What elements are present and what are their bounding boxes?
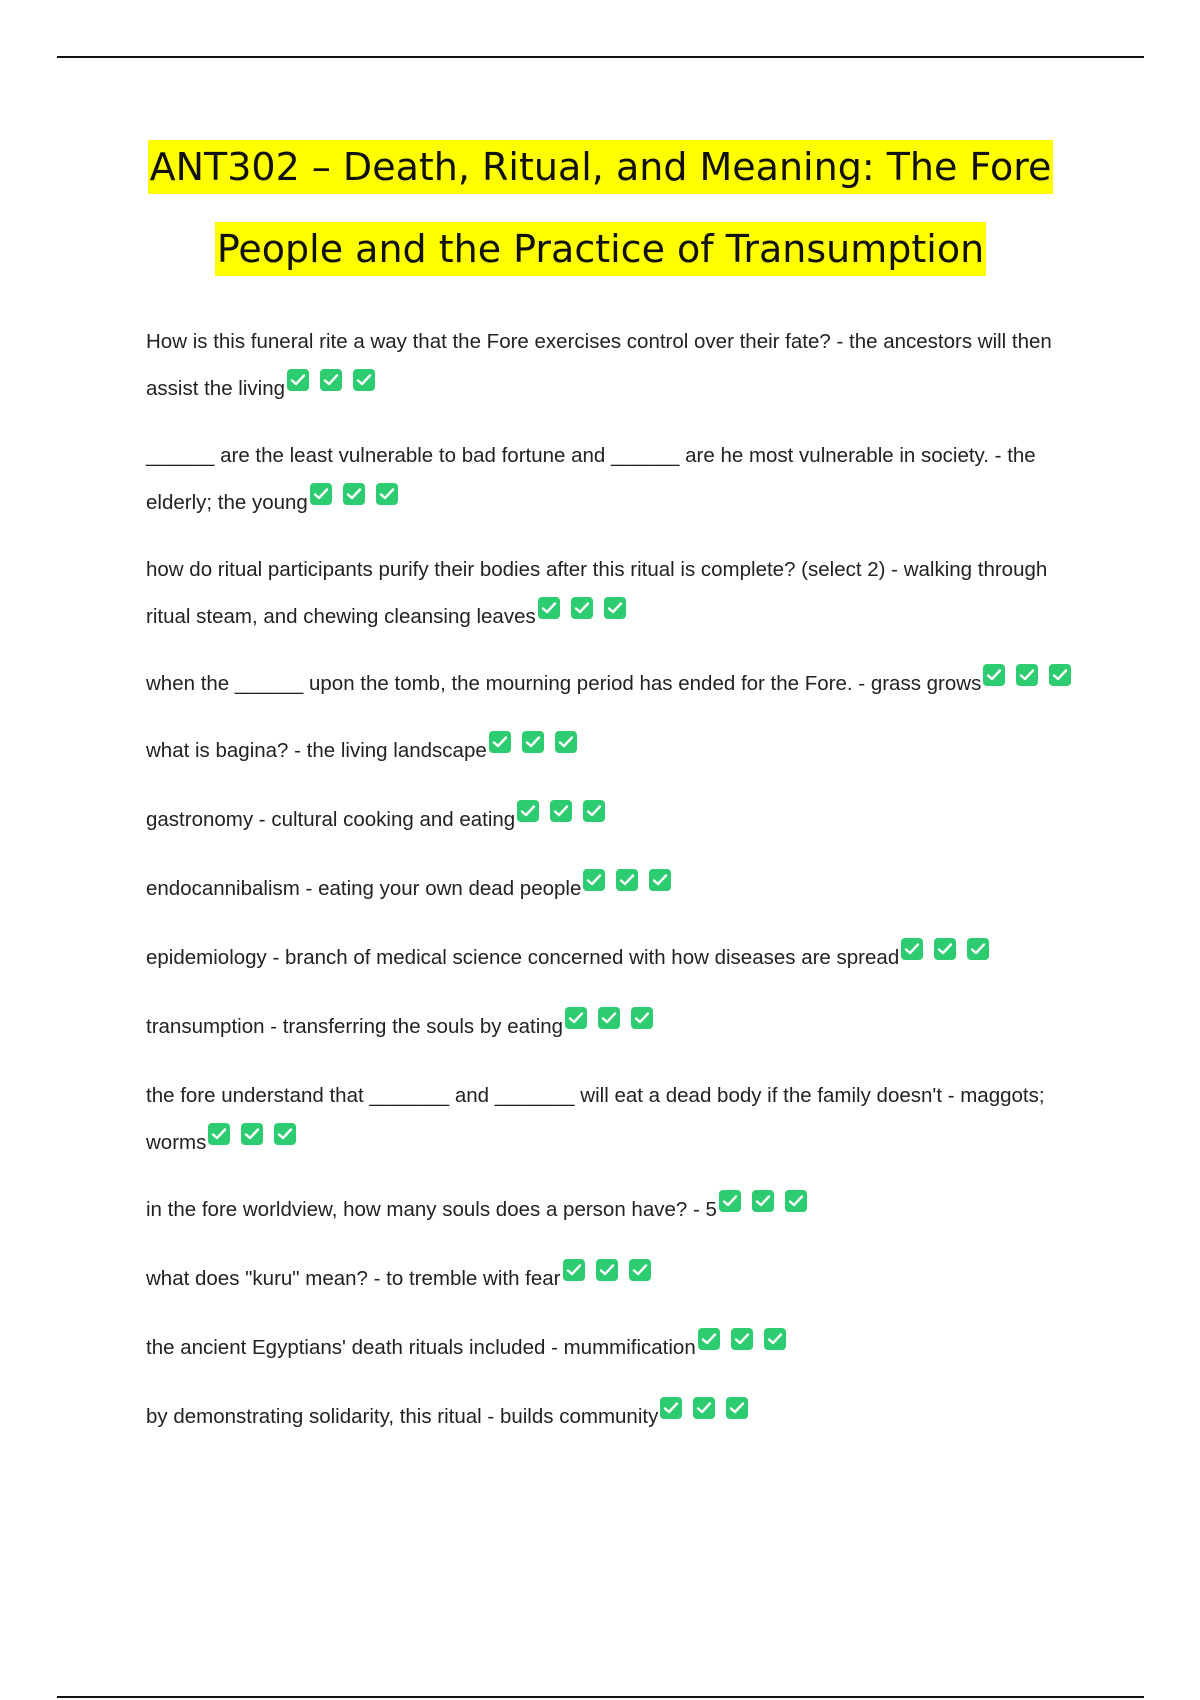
check-box-icon [698, 1328, 720, 1350]
qa-text: endocannibalism - eating your own dead people [146, 877, 582, 900]
check-box-icon [538, 597, 560, 619]
check-group [983, 664, 1082, 711]
qa-item [146, 1255, 1086, 1306]
check-group [310, 483, 409, 530]
check-group [583, 869, 682, 916]
check-box-icon [376, 483, 398, 505]
qa-item [146, 432, 1086, 530]
check-box-icon [208, 1123, 230, 1145]
check-box-icon [983, 664, 1005, 686]
check-box-icon [583, 800, 605, 822]
check-group [538, 597, 637, 644]
qa-item [146, 1324, 1086, 1375]
check-box-icon [598, 1007, 620, 1029]
qa-text: by demonstrating solidarity, this ritual - builds community [146, 1405, 659, 1428]
check-box-icon [901, 938, 923, 960]
check-group [901, 938, 1000, 985]
check-box-icon [517, 800, 539, 822]
check-box-icon [693, 1397, 715, 1419]
check-box-icon [571, 597, 593, 619]
check-box-icon [583, 869, 605, 891]
qa-text: ______ are the least vulnerable to bad fortune and ______ are he most vulnerable in society. - the elderly; the young [146, 444, 1036, 514]
title-line-2: People and the Practice of Transumption [215, 222, 986, 276]
qa-text: how do ritual participants purify their bodies after this ritual is complete? (select 2) - walking through ritual steam, and chewing cleansing leaves [146, 558, 1048, 628]
check-group [208, 1123, 307, 1170]
check-box-icon [274, 1123, 296, 1145]
qa-item [146, 660, 1086, 711]
check-box-icon [604, 597, 626, 619]
check-box-icon [287, 369, 309, 391]
check-box-icon [629, 1259, 651, 1281]
check-group [563, 1259, 662, 1306]
check-box-icon [353, 369, 375, 391]
check-box-icon [343, 483, 365, 505]
check-box-icon [1049, 664, 1071, 686]
qa-text: How is this funeral rite a way that the Fore exercises control over their fate? - the ancestors will then assist the living [146, 330, 1052, 400]
check-group [719, 1190, 818, 1237]
check-group [565, 1007, 664, 1054]
check-box-icon [241, 1123, 263, 1145]
qa-item [146, 546, 1086, 644]
qa-text: transumption - transferring the souls by eating [146, 1015, 564, 1038]
qa-text: the fore understand that _______ and _______ will eat a dead body if the family doesn't - maggots; worms [146, 1084, 1045, 1154]
check-box-icon [719, 1190, 741, 1212]
check-box-icon [631, 1007, 653, 1029]
check-box-icon [649, 869, 671, 891]
qa-item [146, 727, 1086, 778]
title-line-1: ANT302 – Death, Ritual, and Meaning: The Fore [148, 140, 1054, 194]
check-box-icon [785, 1190, 807, 1212]
qa-item [146, 1186, 1086, 1237]
qa-text: when the ______ upon the tomb, the mourning period has ended for the Fore. - grass grows [146, 672, 982, 695]
check-box-icon [1016, 664, 1038, 686]
check-box-icon [489, 731, 511, 753]
qa-text: gastronomy - cultural cooking and eating [146, 808, 516, 831]
check-box-icon [563, 1259, 585, 1281]
document-title [57, 140, 1144, 304]
top-rule [57, 56, 1144, 58]
qa-text: the ancient Egyptians' death rituals included - mummification [146, 1336, 696, 1359]
check-box-icon [616, 869, 638, 891]
qa-item [146, 1003, 1086, 1054]
check-group [489, 731, 588, 778]
check-box-icon [660, 1397, 682, 1419]
qa-item [146, 796, 1086, 847]
check-box-icon [596, 1259, 618, 1281]
check-box-icon [310, 483, 332, 505]
qa-item [146, 1072, 1086, 1170]
check-box-icon [522, 731, 544, 753]
qa-text: epidemiology - branch of medical science concerned with how diseases are spread [146, 946, 900, 969]
qa-text: in the fore worldview, how many souls does a person have? - 5 [146, 1198, 717, 1221]
check-box-icon [565, 1007, 587, 1029]
qa-text: what is bagina? - the living landscape [146, 739, 487, 762]
check-box-icon [726, 1397, 748, 1419]
qa-item [146, 865, 1086, 916]
check-box-icon [967, 938, 989, 960]
check-box-icon [555, 731, 577, 753]
qa-text: what does "kuru" mean? - to tremble with fear [146, 1267, 561, 1290]
qa-list [146, 318, 1086, 1462]
check-box-icon [731, 1328, 753, 1350]
check-box-icon [320, 369, 342, 391]
check-box-icon [752, 1190, 774, 1212]
bottom-rule [57, 1696, 1144, 1698]
check-box-icon [934, 938, 956, 960]
qa-item [146, 934, 1086, 985]
qa-item [146, 1393, 1086, 1444]
check-group [660, 1397, 759, 1444]
check-box-icon [550, 800, 572, 822]
check-group [287, 369, 386, 416]
qa-item [146, 318, 1086, 416]
check-box-icon [764, 1328, 786, 1350]
check-group [517, 800, 616, 847]
check-group [698, 1328, 797, 1375]
